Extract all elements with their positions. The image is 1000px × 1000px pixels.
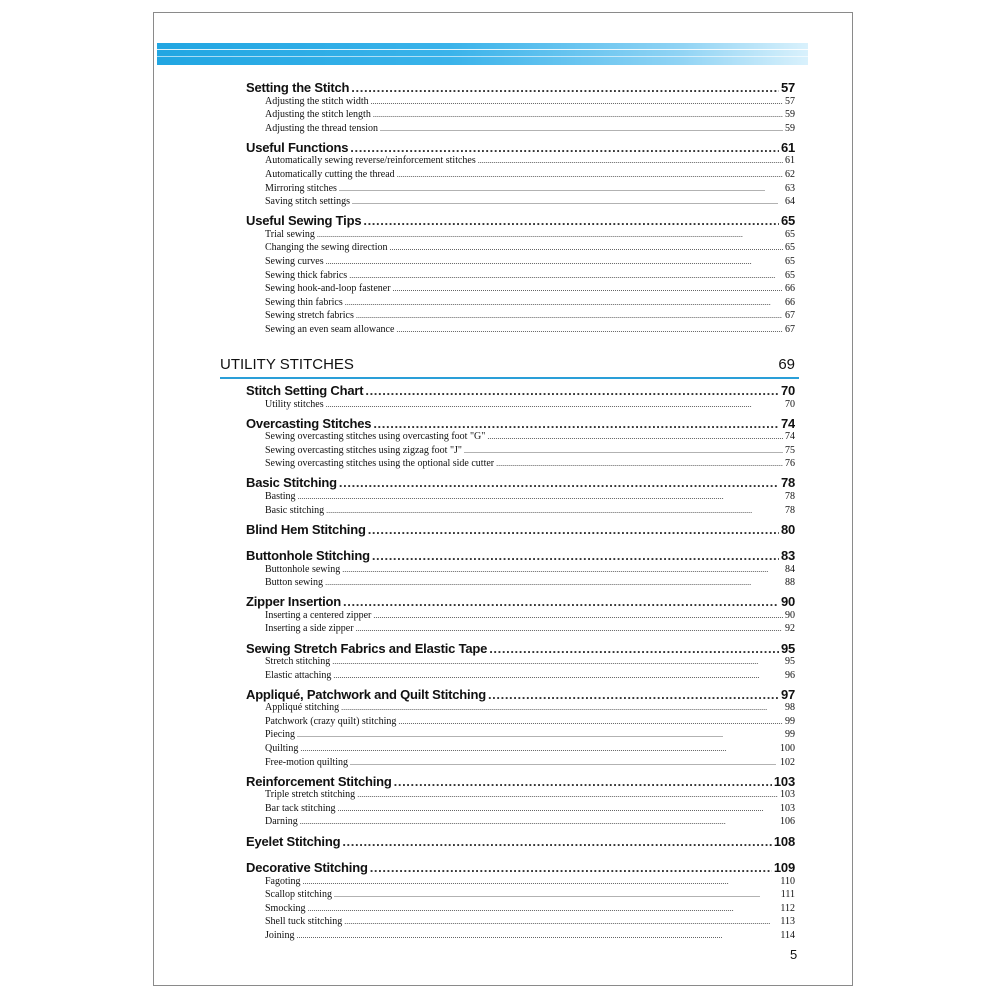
toc-subentry[interactable] [265, 789, 795, 802]
toc-entry-page: 64 [785, 196, 795, 208]
toc-entry-page: 84 [785, 563, 795, 575]
toc-subentry[interactable] [265, 743, 795, 756]
toc-subentry[interactable] [265, 889, 795, 902]
toc-entry-page: 65 [785, 255, 795, 267]
dot-leader [342, 565, 783, 574]
toc-section-entry[interactable] [246, 687, 795, 703]
toc-subentry[interactable] [265, 577, 795, 590]
toc-subentry[interactable] [265, 324, 795, 337]
toc-subentry[interactable] [265, 310, 795, 323]
dot-leader [297, 730, 783, 739]
toc-entry-title: Scallop stitching [265, 889, 332, 901]
chapter-heading[interactable] [220, 356, 795, 378]
toc-section-entry[interactable] [246, 834, 795, 850]
toc-entry-page: 108 [773, 833, 795, 849]
dot-leader [489, 641, 779, 656]
toc-entry-title: Darning [265, 816, 298, 828]
dot-leader [356, 624, 783, 633]
toc-subentry[interactable] [265, 656, 795, 669]
toc-subentry[interactable] [265, 610, 795, 623]
toc-entry-page: 110 [780, 875, 795, 887]
toc-entry-page: 92 [785, 623, 795, 635]
toc-entry-title: Zipper Insertion [246, 594, 342, 610]
toc-entry-title: Smocking [265, 902, 306, 914]
toc-entry-title: Saving stitch settings [265, 196, 350, 208]
toc-entry-title: Shell tuck stitching [265, 916, 343, 928]
dot-leader [357, 790, 778, 799]
toc-entry-title: Useful Functions [246, 139, 349, 155]
toc-entry-title: Overcasting Stitches [246, 415, 372, 431]
toc-subentry[interactable] [265, 256, 795, 269]
toc-subentry[interactable] [265, 297, 795, 310]
toc-entry-page: 61 [785, 155, 795, 167]
toc-entry-title: Stretch stitching [265, 656, 331, 667]
dot-leader [398, 717, 783, 726]
toc-entry-title: Elastic attaching [265, 669, 332, 681]
toc-entry-title: Mirroring stitches [265, 182, 337, 194]
toc-entry-page: 80 [780, 521, 795, 537]
toc-entry-title: Automatically cutting the thread [265, 168, 395, 180]
dot-leader [496, 459, 783, 468]
toc-entry-title: Patchwork (crazy quilt) stitching [265, 715, 397, 727]
toc-entry-title: Joining [265, 929, 295, 941]
toc-entry-title: Appliqué stitching [265, 702, 340, 714]
toc-entry-page: 59 [785, 109, 795, 121]
toc-entry-title: Button sewing [265, 577, 324, 589]
toc-subentry[interactable] [265, 431, 795, 444]
toc-entry-title: Basic Stitching [246, 475, 337, 491]
dot-leader [326, 400, 783, 409]
toc-entry-title: Sewing stretch fabrics [265, 310, 354, 322]
dot-leader [368, 522, 779, 537]
toc-entry-page: 88 [785, 577, 795, 589]
toc-entry-title: Sewing an even seam allowance [265, 323, 395, 335]
dot-leader [308, 904, 779, 913]
toc-subentry[interactable] [265, 916, 795, 929]
toc-entry-page: 65 [780, 213, 795, 229]
toc-entry-title: Bar tack stitching [265, 802, 336, 814]
toc-subentry[interactable] [265, 670, 795, 683]
toc-section-entry[interactable] [246, 594, 795, 610]
toc-subentry[interactable] [265, 270, 795, 283]
toc-entry-title: Basting [265, 490, 296, 502]
dot-leader [341, 703, 783, 712]
toc-entry-title: Utility stitches [265, 398, 324, 410]
toc-section-entry[interactable] [246, 522, 795, 538]
toc-entry-page: 75 [785, 444, 795, 456]
dot-leader [351, 80, 779, 95]
dot-leader [350, 140, 779, 155]
toc-subentry[interactable] [265, 155, 795, 168]
toc-entry-title: Basic stitching [265, 504, 325, 516]
toc-entry-page: 96 [785, 669, 795, 681]
toc-section-entry[interactable] [246, 140, 795, 156]
toc-entry-title: Quilting [265, 743, 299, 754]
toc-entry-title: Changing the sewing direction [265, 242, 388, 254]
toc-section-entry[interactable] [246, 641, 795, 657]
toc-subentry[interactable] [265, 816, 795, 829]
dot-leader [317, 230, 783, 239]
toc-entry-title: Adjusting the thread tension [265, 122, 379, 134]
dot-leader [373, 416, 779, 431]
dot-leader [356, 311, 783, 320]
toc-entry-page: 90 [780, 594, 795, 610]
toc-entry-page: 95 [785, 656, 795, 667]
toc-entry-title: Fagoting [265, 875, 301, 887]
toc-entry-page: 70 [780, 383, 795, 398]
dot-leader [345, 298, 783, 307]
toc-subentry[interactable] [265, 757, 795, 770]
dot-leader [373, 611, 783, 620]
toc-subentry[interactable] [265, 491, 795, 504]
toc-entry-title: Useful Sewing Tips [246, 213, 362, 229]
dot-leader [380, 124, 783, 133]
toc-entry-page: 103 [780, 789, 795, 801]
toc-entry-page: 57 [780, 80, 795, 95]
toc-subentry[interactable] [265, 196, 795, 209]
toc-entry-title: Sewing thin fabrics [265, 296, 343, 308]
toc-section-entry[interactable] [246, 416, 795, 432]
toc-entry-page: 70 [785, 398, 795, 410]
toc-entry-page: 65 [785, 228, 795, 240]
toc-entry-page: 67 [785, 310, 795, 322]
toc-entry-page: 78 [785, 504, 795, 516]
toc-entry-title: Adjusting the stitch width [265, 95, 369, 107]
toc-subentry[interactable] [265, 109, 795, 122]
dot-leader [393, 284, 783, 293]
toc-entry-title: Sewing overcasting stitches using zigzag foot "J" [265, 444, 463, 456]
toc-entry-title: Reinforcement Stitching [246, 773, 392, 789]
dot-leader [352, 197, 783, 206]
dot-leader [389, 243, 783, 252]
toc-section-entry[interactable] [246, 383, 795, 399]
dot-leader [394, 774, 772, 789]
toc-entry-page: 103 [773, 773, 795, 789]
toc-entry-page: 113 [780, 916, 795, 928]
toc-entry-title: Stitch Setting Chart [246, 383, 364, 398]
toc-subentry[interactable] [265, 623, 795, 636]
toc-section-entry[interactable] [246, 774, 795, 790]
dot-leader [342, 834, 772, 849]
toc-entry-page: 98 [785, 702, 795, 714]
toc-section-entry[interactable] [246, 80, 795, 96]
toc-entry-title: Appliqué, Patchwork and Quilt Stitching [246, 686, 486, 702]
toc-entry-page: 100 [780, 743, 795, 754]
header-color-bar [157, 43, 808, 65]
toc-entry-page: 78 [780, 475, 795, 491]
toc-entry-page: 83 [780, 548, 795, 564]
toc-entry-page: 65 [785, 269, 795, 281]
toc-entry-title: Buttonhole sewing [265, 563, 341, 575]
toc-entry-page: 99 [785, 729, 795, 741]
dot-leader [396, 325, 783, 334]
dot-leader [372, 548, 779, 563]
toc-entry-page: 106 [780, 816, 795, 828]
dot-leader [363, 213, 779, 228]
toc-entry-title: Piecing [265, 729, 295, 741]
toc-entry-page: 61 [780, 139, 795, 155]
toc-entry-title: Eyelet Stitching [246, 833, 341, 849]
toc-entry-title: Adjusting the stitch length [265, 109, 371, 121]
toc-subentry[interactable] [265, 445, 795, 458]
toc-subentry[interactable] [265, 183, 795, 196]
toc-entry-page: 109 [773, 860, 795, 875]
toc-entry-page: 97 [780, 686, 795, 702]
dot-leader [478, 156, 783, 165]
toc-entry-title: Blind Hem Stitching [246, 521, 366, 537]
toc-entry-page: 59 [785, 122, 795, 134]
toc-subentry[interactable] [265, 702, 795, 715]
toc-entry-title: Sewing thick fabrics [265, 269, 348, 281]
toc-entry-title: Buttonhole Stitching [246, 548, 370, 564]
dot-leader [303, 877, 779, 886]
toc-section-entry[interactable] [246, 548, 795, 564]
toc-entry-page: 103 [780, 802, 795, 814]
toc-entry-title: Sewing Stretch Fabrics and Elastic Tape [246, 640, 488, 656]
dot-leader [332, 657, 783, 666]
toc-subentry[interactable] [265, 716, 795, 729]
toc-section-entry[interactable] [246, 475, 795, 491]
dot-leader [333, 671, 783, 680]
toc-entry-title: Triple stretch stitching [265, 789, 356, 801]
toc-subentry[interactable] [265, 283, 795, 296]
toc-entry-page: 99 [785, 715, 795, 727]
toc-entry-title: Inserting a centered zipper [265, 609, 372, 621]
dot-leader [296, 931, 778, 940]
dot-leader [349, 271, 783, 280]
toc-subentry[interactable] [265, 169, 795, 182]
toc-entry-page: 57 [785, 95, 795, 107]
toc-section-entry[interactable] [246, 860, 795, 876]
toc-subentry[interactable] [265, 930, 795, 943]
toc-entry-title: Free-motion quilting [265, 756, 349, 768]
toc-entry-page: 66 [785, 283, 795, 295]
toc-entry-page: 95 [780, 640, 795, 656]
chapter-page: 69 [778, 356, 795, 373]
toc-section-entry[interactable] [246, 213, 795, 229]
toc-entry-page: 90 [785, 609, 795, 621]
toc-entry-page: 114 [780, 929, 795, 941]
dot-leader [298, 492, 783, 501]
dot-leader [300, 817, 778, 826]
toc-subentry[interactable] [265, 229, 795, 242]
dot-leader [325, 578, 783, 587]
dot-leader [464, 446, 783, 455]
toc-entry-title: Automatically sewing reverse/reinforcement stitches [265, 155, 476, 167]
toc-subentry[interactable] [265, 876, 795, 889]
toc-entry-title: Sewing hook-and-loop fastener [265, 283, 391, 295]
toc-entry-title: Setting the Stitch [246, 80, 350, 95]
toc-entry-page: 111 [780, 889, 795, 901]
toc-entry-title: Inserting a side zipper [265, 623, 354, 635]
toc-subentry[interactable] [265, 123, 795, 136]
dot-leader [350, 758, 778, 767]
dot-leader [370, 860, 772, 875]
page-number: 5 [790, 947, 798, 962]
toc-subentry[interactable] [265, 505, 795, 518]
chapter-divider [220, 377, 799, 379]
toc-entry-page: 66 [785, 296, 795, 308]
dot-leader [339, 475, 779, 490]
toc-subentry[interactable] [265, 803, 795, 816]
dot-leader [300, 744, 778, 753]
toc-entry-page: 67 [785, 323, 795, 335]
toc-entry-title: Sewing overcasting stitches using the optional side cutter [265, 458, 495, 470]
toc-subentry[interactable] [265, 564, 795, 577]
dot-leader [488, 687, 779, 702]
dot-leader [343, 594, 779, 609]
chapter-title: UTILITY STITCHES [220, 356, 354, 373]
toc-subentry[interactable] [265, 903, 795, 916]
dot-leader [487, 432, 783, 441]
dot-leader [371, 97, 783, 106]
toc-subentry[interactable] [265, 399, 795, 412]
toc-entry-page: 74 [780, 415, 795, 431]
toc-entry-page: 102 [780, 756, 795, 768]
toc-entry-page: 63 [785, 182, 795, 194]
dot-leader [334, 890, 779, 899]
dot-leader [344, 917, 778, 926]
dot-leader [338, 804, 778, 813]
dot-leader [339, 184, 783, 193]
dot-leader [397, 170, 783, 179]
toc-entry-page: 112 [780, 902, 795, 914]
toc-subentry[interactable] [265, 729, 795, 742]
manual-page [153, 12, 853, 986]
toc-entry-title: Sewing curves [265, 255, 324, 267]
toc-entry-page: 62 [785, 168, 795, 180]
dot-leader [326, 506, 783, 515]
toc-subentry[interactable] [265, 242, 795, 255]
dot-leader [365, 383, 779, 398]
dot-leader [373, 110, 783, 119]
toc-entry-title: Sewing overcasting stitches using overcasting foot "G" [265, 431, 486, 443]
toc-subentry[interactable] [265, 458, 795, 471]
toc-entry-page: 76 [785, 458, 795, 470]
dot-leader [326, 257, 783, 266]
toc-entry-page: 65 [785, 242, 795, 254]
toc-entry-title: Trial sewing [265, 228, 315, 240]
toc-entry-title: Decorative Stitching [246, 860, 368, 875]
toc-entry-page: 78 [785, 490, 795, 502]
toc-subentry[interactable] [265, 96, 795, 109]
toc-entry-page: 74 [785, 431, 795, 443]
